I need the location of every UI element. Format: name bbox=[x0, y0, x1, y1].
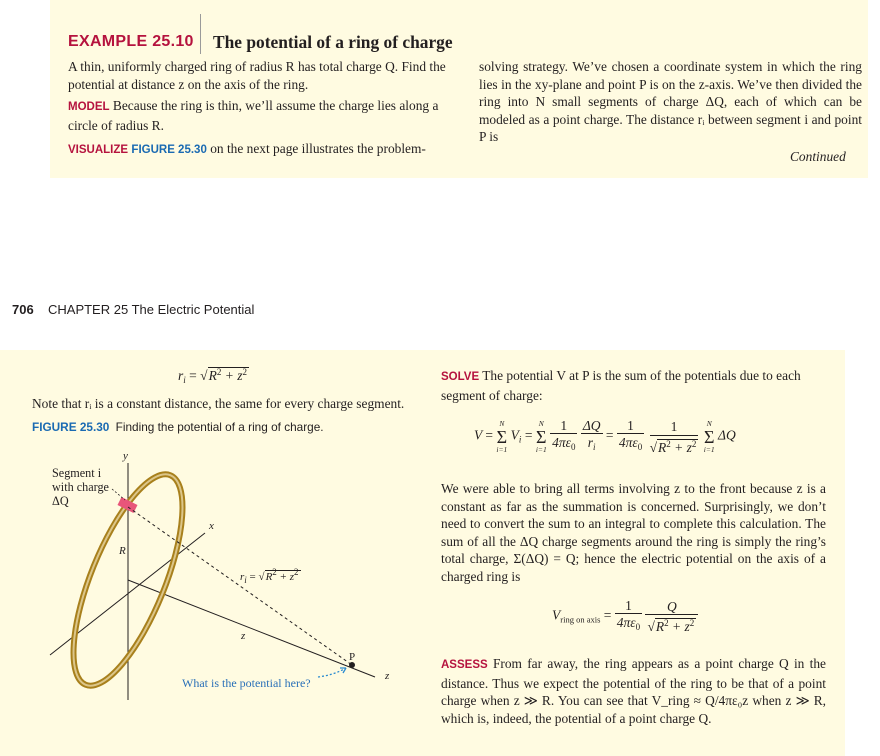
visualize-paragraph: VISUALIZE FIGURE 25.30 on the next page illustrates the problem- bbox=[68, 141, 426, 156]
question-label: What is the potential here? bbox=[182, 676, 311, 690]
ri-equation: $r_i = √R^2 + z^2$ bbox=[178, 367, 247, 385]
question-arrow bbox=[318, 668, 346, 677]
strategy-paragraph: solving strategy. We’ve chosen a coordinate system in which the ring lies in the xy-plane and point P is on the z-axis. We’ve then divided the ring into N small segments of charge ΔQ, each of which can be modeled as a point charge. The distance rᵢ between segment i and point P is bbox=[479, 59, 862, 145]
solve-paragraph: SOLVE The potential V at P is the sum of the potentials due to each segment of charge: bbox=[441, 368, 801, 403]
radius-label: R bbox=[119, 545, 126, 557]
z-distance-label: z bbox=[241, 630, 246, 642]
continued-note: Continued bbox=[790, 149, 846, 164]
figure-caption: FIGURE 25.30 Finding the potential of a ring of charge. bbox=[32, 420, 324, 434]
example-label: EXAMPLE 25.10 bbox=[68, 33, 194, 50]
title-divider bbox=[200, 14, 201, 54]
example-title: The potential of a ring of charge bbox=[213, 32, 453, 52]
x-axis-label: x bbox=[209, 520, 214, 532]
chapter-title: CHAPTER 25 The Electric Potential bbox=[48, 302, 255, 317]
y-axis-label: y bbox=[123, 450, 128, 462]
z-axis-label: z bbox=[385, 670, 390, 682]
summation-paragraph: We were able to bring all terms involving z to the front because z is a constant as far as the summation is concerned. Surprisingly, we don’t need to convert the sum to an integral to complete this calculation. The sum of all the ΔQ charge segments around the ring is simply the ring’s total charge, Σ(ΔQ) = Q; hence the electric potential on the axis of a charged ring is bbox=[441, 481, 826, 584]
page-number: 706 bbox=[12, 302, 34, 317]
sum-equation: V = N Σ i=1 $V_i$ = N Σ i=1 $\frac{1}{4\pi\varepsilon_0}$ $\frac{\Delta Q}{r_i}$ = $\frac{1}{4\pi\varepsilon_0}$ 1 $√R^2 + z^2$ N Σ i=1 ΔQ bbox=[474, 418, 736, 455]
point-p-label: P bbox=[349, 651, 356, 663]
distance-label: $r_i = √R^2 + z^2$ bbox=[240, 567, 299, 585]
segment-label: Segment i with charge ΔQ bbox=[52, 466, 109, 508]
distance-line bbox=[128, 507, 352, 665]
problem-statement: A thin, uniformly charged ring of radius R has total charge Q. Find the potential at distance z on the axis of the ring. bbox=[68, 59, 446, 92]
result-equation: $V_{ring on axis}$ = $\frac{1}{4\pi\varepsilon_0}$ $\frac{Q}{√R^2 + z^2}$ bbox=[552, 598, 698, 635]
note-paragraph: Note that rᵢ is a constant distance, the same for every charge segment. bbox=[32, 396, 405, 411]
assess-paragraph: ASSESS From far away, the ring appears as a point charge Q in the distance. Thus we expect the potential of the ring to be that of a point charge when z ≫ R. You can see that V_ring ≈ Q/4πε₀z when z ≫ R, which is, indeed, the potential of a point charge Q. bbox=[441, 656, 826, 726]
model-paragraph: MODEL Because the ring is thin, we’ll assume the charge lies along a circle of radius R. bbox=[68, 98, 439, 133]
question-arrowhead bbox=[340, 668, 346, 673]
